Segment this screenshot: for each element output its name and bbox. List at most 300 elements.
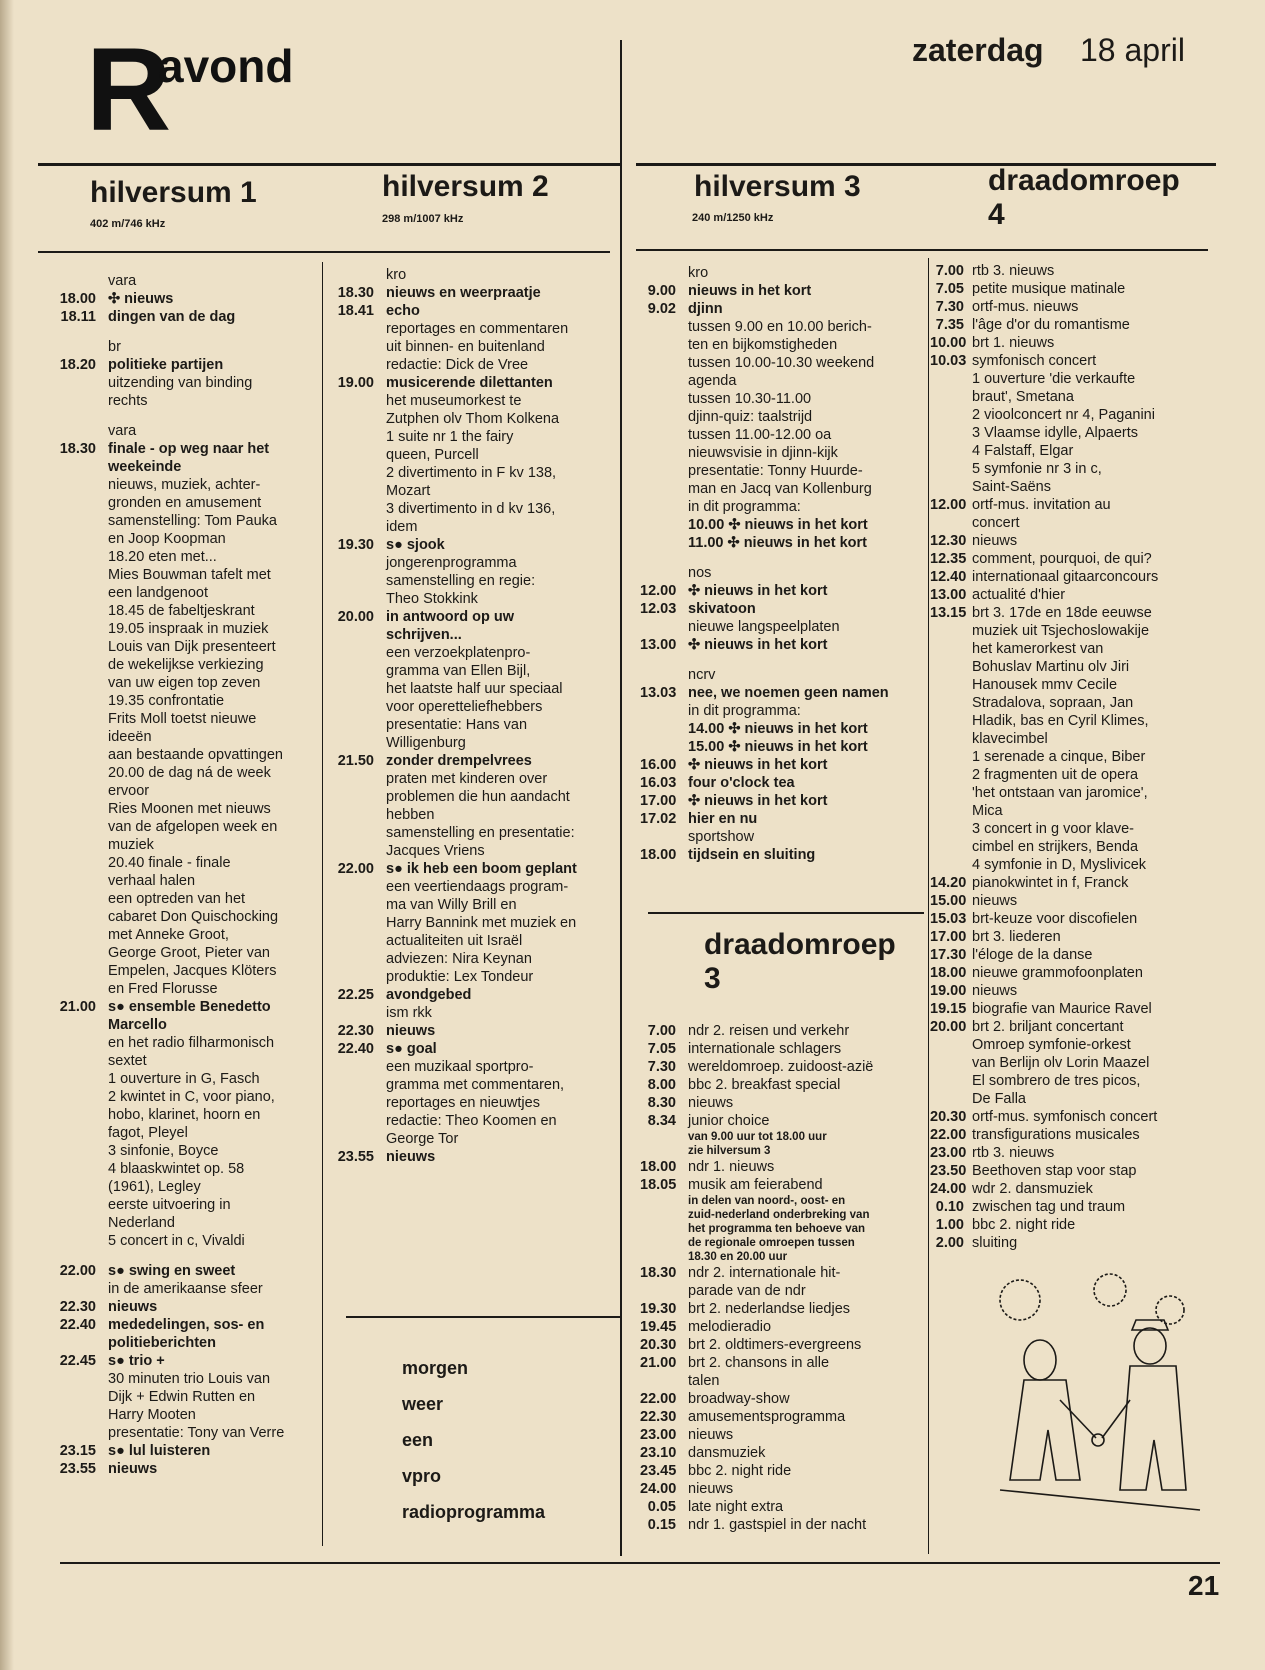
listing-time: 22.00 <box>59 1263 96 1279</box>
listing-row <box>930 766 1230 784</box>
listing-row <box>930 298 1230 316</box>
listing-row <box>640 1058 940 1076</box>
listing-time <box>326 356 386 374</box>
listing-text: s● swing en sweet <box>108 1263 236 1279</box>
listing-row <box>326 986 620 1004</box>
page-gutter <box>0 0 14 1670</box>
listing-text: brt-keuze voor discofielen <box>972 911 1138 927</box>
listing-time <box>40 872 108 890</box>
listing-text: Marcello <box>108 1017 167 1033</box>
listing-text: het kamerorkest van <box>972 641 1104 657</box>
listing-row <box>326 266 620 284</box>
listing-time: 7.30 <box>935 299 964 315</box>
listing-text: 3 concert in g voor klave- <box>972 821 1134 837</box>
listing-time <box>640 444 688 462</box>
listing-row <box>40 308 330 326</box>
listing-time <box>40 476 108 494</box>
listing-time: 18.00 <box>640 1159 677 1175</box>
listing-text: parade van de ndr <box>688 1283 806 1299</box>
listing-time: 7.05 <box>647 1041 676 1057</box>
listing-text: nieuwe langspeelplaten <box>688 619 840 635</box>
listing-time: 18.30 <box>59 441 96 457</box>
station-hilversum-3: hilversum 3 <box>694 170 861 203</box>
listing-time: 12.40 <box>930 569 967 585</box>
listing-row <box>40 494 330 512</box>
listing-time: 7.35 <box>935 317 964 333</box>
listing-time <box>930 424 972 442</box>
listing-row <box>930 388 1230 406</box>
listing-text: 10.00 ✣ nieuws in het kort <box>688 517 868 533</box>
listing-row <box>40 620 330 638</box>
listing-row <box>640 618 928 636</box>
listing-row <box>640 1144 940 1158</box>
listing-row <box>640 1222 940 1236</box>
listing-text: s● sjook <box>386 537 445 553</box>
listing-text: uit binnen- en buitenland <box>386 339 545 355</box>
listing-row <box>40 1178 330 1196</box>
listing-time <box>326 590 386 608</box>
listing-time <box>640 564 688 582</box>
listing-time <box>326 878 386 896</box>
listing-text: in antwoord op uw <box>386 609 515 625</box>
listing-time <box>40 1196 108 1214</box>
listing-time: 22.45 <box>59 1353 96 1369</box>
listing-time <box>640 408 688 426</box>
listing-text: djinn <box>688 301 723 317</box>
listing-text: br <box>108 339 121 355</box>
listing-time <box>326 968 386 986</box>
listing-time: 22.30 <box>59 1299 96 1315</box>
listing-text: late night extra <box>688 1499 784 1515</box>
listing-text: tijdsein en sluiting <box>688 847 816 863</box>
listing-text: ten en bijkomstigheden <box>688 337 838 353</box>
listing-time <box>326 428 386 446</box>
listing-text: Hladik, bas en Cyril Klimes, <box>972 713 1149 729</box>
listing-text: een muzikaal sportpro- <box>386 1059 534 1075</box>
listing-time: 17.30 <box>930 947 967 963</box>
listing-text: internationale schlagers <box>688 1041 842 1057</box>
listing-row <box>930 856 1230 874</box>
listing-time: 12.00 <box>930 497 967 513</box>
listing-row <box>326 644 620 662</box>
listing-time <box>930 460 972 478</box>
listing-text: nieuws in het kort <box>688 283 812 299</box>
listing-time <box>640 372 688 390</box>
listing-text: uitzending van binding <box>108 375 253 391</box>
listing-time <box>326 824 386 842</box>
listing-row <box>40 1334 330 1352</box>
listing-row <box>326 806 620 824</box>
listing-spacer <box>40 410 330 422</box>
listing-time: 2.00 <box>935 1235 964 1251</box>
listing-time <box>40 656 108 674</box>
listing-time <box>930 388 972 406</box>
listing-time: 13.15 <box>930 605 967 621</box>
listing-time <box>40 584 108 602</box>
listing-time: 19.15 <box>930 1001 967 1017</box>
listing-time <box>40 566 108 584</box>
listing-time <box>40 620 108 638</box>
listing-time: 8.30 <box>647 1095 676 1111</box>
listing-row <box>930 910 1230 928</box>
listing-row <box>326 788 620 806</box>
listing-time <box>930 478 972 496</box>
listing-text: Bohuslav Martinu olv Jiri <box>972 659 1130 675</box>
listing-row <box>40 1232 330 1250</box>
listing-time <box>326 806 386 824</box>
listing-row <box>640 1498 940 1516</box>
listing-row <box>930 1036 1230 1054</box>
listing-row <box>640 1444 940 1462</box>
listing-time <box>930 640 972 658</box>
listing-text: Nederland <box>108 1215 175 1231</box>
listing-text: politieke partijen <box>108 357 224 373</box>
listing-row <box>930 1162 1230 1180</box>
listing-text: politieberichten <box>108 1335 216 1351</box>
listing-text: 4 symfonie in D, Myslivicek <box>972 857 1147 873</box>
listing-row <box>640 372 928 390</box>
listing-text: nee, we noemen geen namen <box>688 685 889 701</box>
listing-time: 23.45 <box>640 1463 677 1479</box>
listing-row <box>326 716 620 734</box>
listing-text: ortf-mus. invitation au <box>972 497 1111 513</box>
promo-line: vpro <box>402 1466 442 1486</box>
listing-time <box>40 944 108 962</box>
listing-row <box>40 926 330 944</box>
listing-time <box>40 674 108 692</box>
listing-time: 23.50 <box>930 1163 967 1179</box>
listing-time <box>40 638 108 656</box>
listing-text: s● goal <box>386 1041 437 1057</box>
listing-time: 24.00 <box>640 1481 677 1497</box>
listing-spacer <box>640 654 928 666</box>
listing-row <box>930 1180 1230 1198</box>
listing-time <box>326 338 386 356</box>
listing-time <box>640 1144 688 1158</box>
listing-row <box>930 478 1230 496</box>
listing-text: het laatste half uur speciaal <box>386 681 563 697</box>
listing-time: 9.02 <box>647 301 676 317</box>
listing-row <box>930 586 1230 604</box>
listing-time <box>326 644 386 662</box>
listing-text: brt 3. liederen <box>972 929 1061 945</box>
listing-row <box>326 824 620 842</box>
listing-text: Stradalova, sopraan, Jan <box>972 695 1134 711</box>
listing-text: Dijk + Edwin Rutten en <box>108 1389 256 1405</box>
listing-row <box>930 802 1230 820</box>
listing-text: Mozart <box>386 483 431 499</box>
listing-row <box>326 410 620 428</box>
page-number: 21 <box>1188 1570 1220 1601</box>
listing-text: actualiteiten uit Israël <box>386 933 523 949</box>
listing-text: gramma met commentaren, <box>386 1077 565 1093</box>
listing-time <box>930 712 972 730</box>
listing-time <box>326 698 386 716</box>
listing-text: gramma van Ellen Bijl, <box>386 663 531 679</box>
listing-text: de wekelijkse verkiezing <box>108 657 264 673</box>
listing-text: 15.00 ✣ nieuws in het kort <box>688 739 868 755</box>
listing-text: brt 1. nieuws <box>972 335 1055 351</box>
listing-text: ✣ nieuws in het kort <box>688 793 828 809</box>
listing-row <box>40 1160 330 1178</box>
listing-time <box>40 494 108 512</box>
listing-row <box>326 536 620 554</box>
listing-row <box>40 836 330 854</box>
listing-time: 22.40 <box>337 1041 374 1057</box>
listing-time <box>640 354 688 372</box>
listing-text: nieuws <box>108 1461 158 1477</box>
listing-text: een veertiendaags program- <box>386 879 569 895</box>
listing-time <box>40 800 108 818</box>
listing-row <box>40 800 330 818</box>
listing-spacer <box>40 326 330 338</box>
listing-row <box>640 1516 940 1534</box>
listing-row <box>326 680 620 698</box>
listing-row <box>326 1130 620 1148</box>
listing-text: Hanousek mmv Cecile <box>972 677 1118 693</box>
listing-row <box>40 746 330 764</box>
listing-row <box>40 1460 330 1478</box>
station-draadomroep-3-num: 3 <box>704 962 721 995</box>
listing-text: het museumorkest te <box>386 393 522 409</box>
listing-text: Mies Bouwman tafelt met <box>108 567 271 583</box>
listing-text: nieuwsvisie in djinn-kijk <box>688 445 838 461</box>
listing-text: s● trio + <box>108 1353 165 1369</box>
listing-time: 23.55 <box>59 1461 96 1477</box>
listing-time <box>930 802 972 820</box>
listing-row <box>326 770 620 788</box>
listing-time <box>40 602 108 620</box>
listing-time: 24.00 <box>930 1181 967 1197</box>
listing-text: ✣ nieuws in het kort <box>688 637 828 653</box>
listing-row <box>640 426 928 444</box>
listing-text: praten met kinderen over <box>386 771 548 787</box>
listing-text: ✣ nieuws in het kort <box>688 583 828 599</box>
listing-text: nieuws <box>688 1427 734 1443</box>
listing-time: 18.11 <box>60 309 96 325</box>
listing-text: aan bestaande opvattingen <box>108 747 283 763</box>
listing-row <box>40 374 330 392</box>
listing-row <box>640 702 928 720</box>
listing-time <box>326 482 386 500</box>
listing-time <box>930 442 972 460</box>
listing-time <box>40 548 108 566</box>
listing-text: 1 ouverture 'die verkaufte <box>972 371 1136 387</box>
listing-row <box>640 1372 940 1390</box>
listing-text: kro <box>688 265 709 281</box>
listing-time <box>326 1058 386 1076</box>
listing-time: 8.00 <box>647 1077 676 1093</box>
listing-text: van de afgelopen week en <box>108 819 278 835</box>
listing-row <box>40 476 330 494</box>
listing-row <box>40 710 330 728</box>
listing-text: avondgebed <box>386 987 472 1003</box>
listing-text: Theo Stokkink <box>386 591 478 607</box>
listing-time <box>40 1088 108 1106</box>
listing-text: nieuws <box>688 1481 734 1497</box>
listing-time: 22.30 <box>337 1023 374 1039</box>
listing-row <box>40 728 330 746</box>
listing-text: jongerenprogramma <box>386 555 517 571</box>
listing-time <box>640 702 688 720</box>
listing-text: George Tor <box>386 1131 459 1147</box>
listing-time: 14.20 <box>930 875 967 891</box>
listing-text: 3 divertimento in d kv 136, <box>386 501 556 517</box>
listing-text: sportshow <box>688 829 755 845</box>
listing-text: ✣ nieuws in het kort <box>688 757 828 773</box>
listing-text: in dit programma: <box>688 499 801 515</box>
listing-text: tussen 9.00 en 10.00 berich- <box>688 319 872 335</box>
listing-time <box>640 1250 688 1264</box>
listing-row <box>640 1112 940 1130</box>
listing-time <box>326 446 386 464</box>
listing-row <box>40 1070 330 1088</box>
listing-text: ndr 2. internationale hit- <box>688 1265 841 1281</box>
listing-row <box>930 892 1230 910</box>
listing-row <box>326 392 620 410</box>
listing-time: 7.00 <box>935 263 964 279</box>
listing-text: De Falla <box>972 1091 1026 1107</box>
listing-row <box>640 828 928 846</box>
listing-time <box>930 514 972 532</box>
listing-row <box>40 782 330 800</box>
listing-text: skivatoon <box>688 601 756 617</box>
vpro-promo <box>402 1350 545 1530</box>
listing-row <box>930 964 1230 982</box>
listing-row <box>640 390 928 408</box>
station-draadomroep-3-name: draadomroep <box>704 928 896 961</box>
listing-text: nieuws <box>108 1299 158 1315</box>
listing-row <box>326 464 620 482</box>
listing-time <box>930 784 972 802</box>
listing-row <box>326 1004 620 1022</box>
listing-time <box>40 980 108 998</box>
listing-row <box>40 548 330 566</box>
listing-row <box>930 730 1230 748</box>
listing-row <box>640 498 928 516</box>
listing-row <box>40 962 330 980</box>
listing-text: musik am feierabend <box>688 1177 823 1193</box>
listing-row <box>930 1054 1230 1072</box>
listing-text: muziek uit Tsjechoslowakije <box>972 623 1150 639</box>
listing-text: klavecimbel <box>972 731 1048 747</box>
listing-text: comment, pourquoi, de qui? <box>972 551 1152 567</box>
listing-row <box>40 458 330 476</box>
listing-row <box>640 666 928 684</box>
listing-time <box>326 842 386 860</box>
listing-text: broadway-show <box>688 1391 790 1407</box>
listing-time: 18.41 <box>337 303 374 319</box>
listing-text: l'éloge de la danse <box>972 947 1093 963</box>
listing-hilversum-1 <box>40 272 330 1478</box>
listing-text: 2 kwintet in C, voor piano, <box>108 1089 275 1105</box>
listing-time <box>326 914 386 932</box>
listing-text: reportages en commentaren <box>386 321 569 337</box>
listing-time <box>930 676 972 694</box>
listing-row <box>640 462 928 480</box>
listing-time: 13.00 <box>640 637 677 653</box>
listing-time: 21.00 <box>640 1355 677 1371</box>
listing-row <box>930 406 1230 424</box>
station-rule-left <box>38 251 610 253</box>
listing-row <box>640 720 928 738</box>
listing-time <box>326 680 386 698</box>
listing-text: 1 serenade a cinque, Biber <box>972 749 1146 765</box>
listing-row <box>930 460 1230 478</box>
listing-row <box>930 604 1230 622</box>
listing-text: 4 Falstaff, Elgar <box>972 443 1074 459</box>
listing-text: weekeinde <box>108 459 182 475</box>
listing-row <box>640 300 928 318</box>
listing-text: sextet <box>108 1053 147 1069</box>
listing-row <box>930 946 1230 964</box>
listing-time <box>40 710 108 728</box>
listing-time: 16.03 <box>640 775 677 791</box>
listing-text: en het radio filharmonisch <box>108 1035 275 1051</box>
listing-row <box>326 590 620 608</box>
listing-time: 13.00 <box>930 587 967 603</box>
listing-text: nos <box>688 565 712 581</box>
listing-row <box>326 968 620 986</box>
listing-text: ndr 1. gastspiel in der nacht <box>688 1517 867 1533</box>
listing-text: bbc 2. night ride <box>688 1463 792 1479</box>
listing-time <box>930 856 972 874</box>
listing-text: Willigenburg <box>386 735 466 751</box>
listing-row <box>930 568 1230 586</box>
listing-row <box>40 890 330 908</box>
listing-time <box>40 1160 108 1178</box>
listing-text: vara <box>108 423 137 439</box>
listing-row <box>326 860 620 878</box>
promo-line: weer <box>402 1394 444 1414</box>
listing-row <box>40 1280 330 1298</box>
listing-time <box>326 1004 386 1022</box>
listing-time <box>326 950 386 968</box>
listing-text: zuid-nederland onderbreking van <box>688 1209 870 1221</box>
listing-row <box>640 1250 940 1264</box>
listing-time <box>40 836 108 854</box>
listing-row <box>40 1352 330 1370</box>
listing-text: brt 2. oldtimers-evergreens <box>688 1337 862 1353</box>
listing-time: 22.40 <box>59 1317 96 1333</box>
listing-row <box>40 1142 330 1160</box>
listing-text: ma van Willy Brill en <box>386 897 517 913</box>
listing-time <box>40 530 108 548</box>
listing-time: 8.34 <box>647 1113 676 1129</box>
listing-time: 23.15 <box>59 1443 96 1459</box>
listing-row <box>40 1124 330 1142</box>
listing-text: presentatie: Tonny Huurde- <box>688 463 863 479</box>
listing-text: idem <box>386 519 418 535</box>
listing-text: concert <box>972 515 1020 531</box>
listing-row <box>326 842 620 860</box>
listing-time <box>326 500 386 518</box>
listing-time: 22.00 <box>930 1127 967 1143</box>
listing-time: 9.00 <box>647 283 676 299</box>
listing-row <box>326 914 620 932</box>
listing-time <box>930 730 972 748</box>
listing-text: ortf-mus. nieuws <box>972 299 1079 315</box>
listing-time <box>40 1052 108 1070</box>
listing-row <box>40 980 330 998</box>
listing-text: een optreden van het <box>108 891 246 907</box>
listing-time <box>40 818 108 836</box>
listing-time: 12.00 <box>640 583 677 599</box>
listing-text: 3 Vlaamse idylle, Alpaerts <box>972 425 1139 441</box>
listing-row <box>40 998 330 1016</box>
listing-time <box>40 746 108 764</box>
listing-row <box>40 272 330 290</box>
